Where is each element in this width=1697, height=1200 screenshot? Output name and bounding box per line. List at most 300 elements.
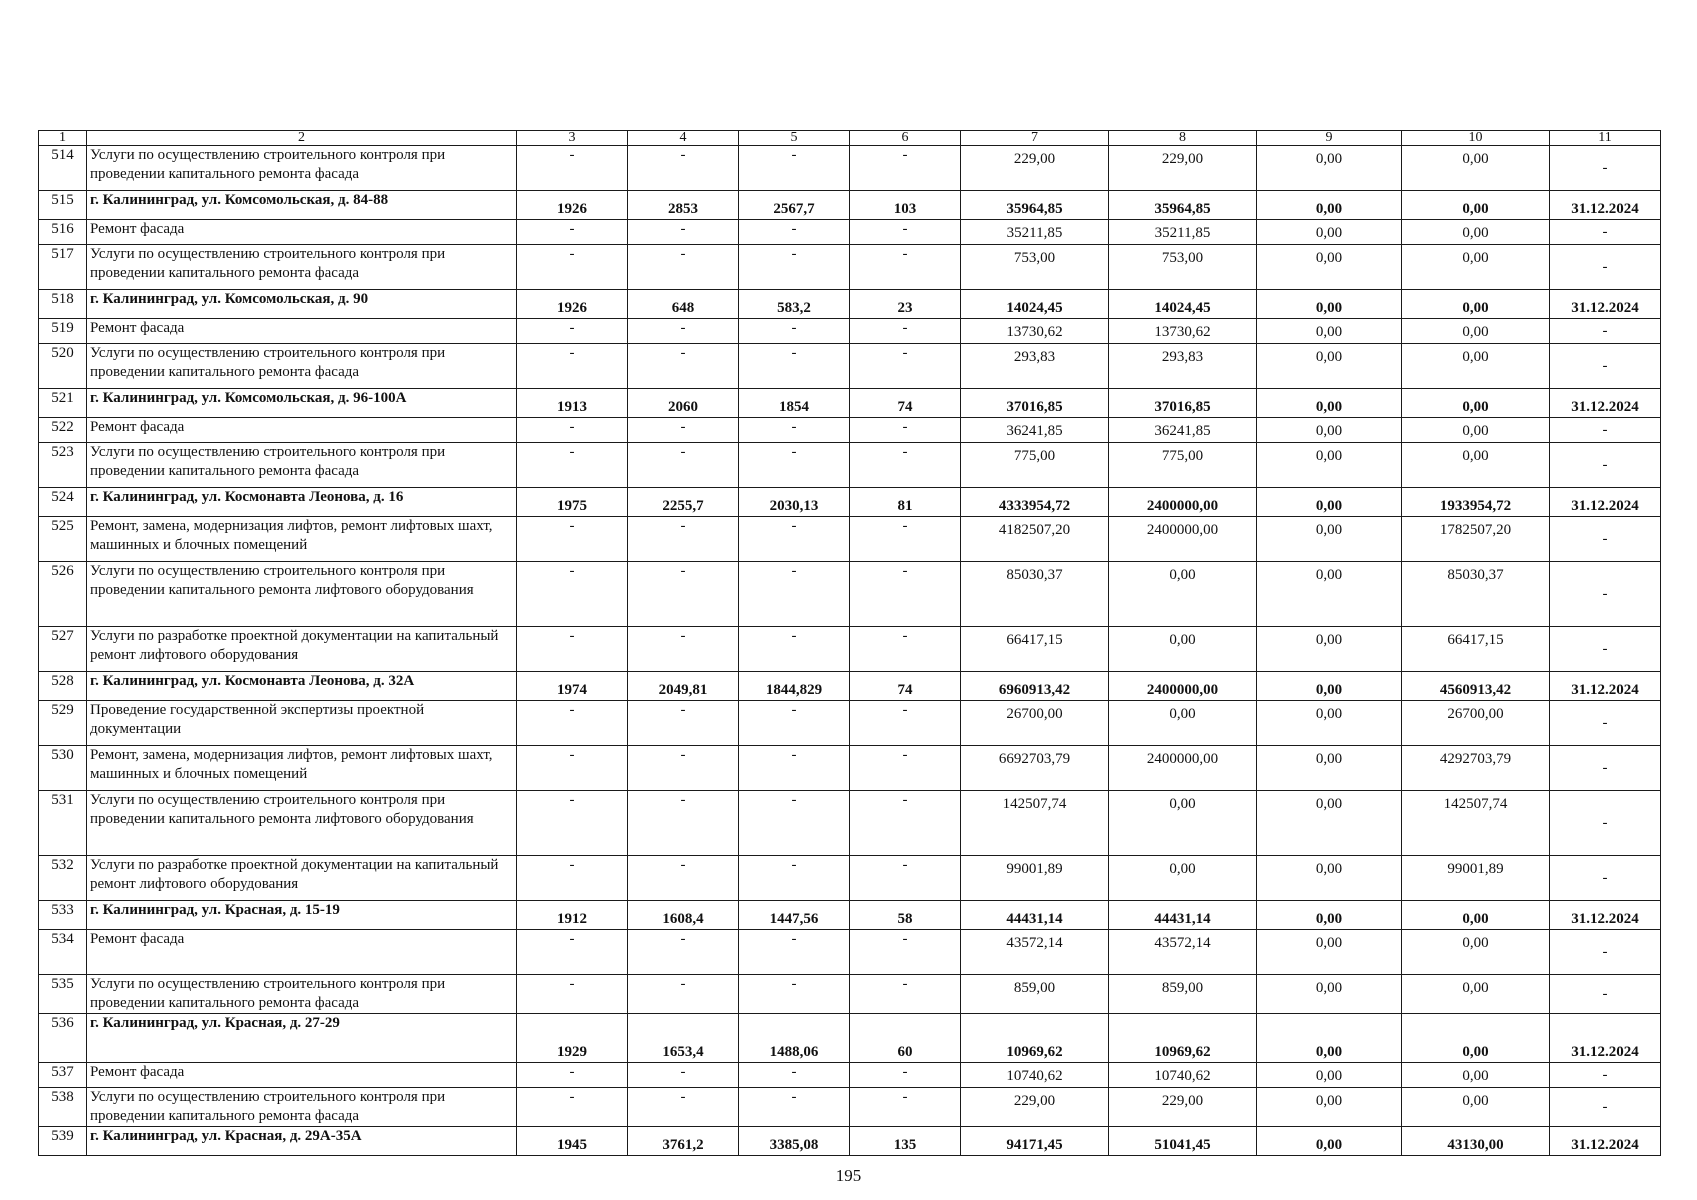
row-number-cell: 536 bbox=[39, 1014, 87, 1063]
row-number-cell: 532 bbox=[39, 856, 87, 901]
value-cell: - bbox=[850, 930, 961, 975]
value-cell: - bbox=[628, 746, 739, 791]
value-cell: 0,00 bbox=[1257, 701, 1402, 746]
value-cell: 1913 bbox=[517, 389, 628, 418]
row-number-cell: 523 bbox=[39, 443, 87, 488]
value-cell: - bbox=[517, 1063, 628, 1088]
value-cell: - bbox=[739, 746, 850, 791]
value-cell: 0,00 bbox=[1402, 344, 1550, 389]
work-item-row bbox=[39, 701, 1661, 746]
value-cell: 0,00 bbox=[1402, 443, 1550, 488]
value-cell: - bbox=[1550, 146, 1661, 191]
row-number-cell: 530 bbox=[39, 746, 87, 791]
value-cell: - bbox=[739, 220, 850, 245]
description-cell: Ремонт, замена, модернизация лифтов, ремонт лифтовых шахт, машинных и блочных помещений bbox=[87, 746, 517, 791]
value-cell: - bbox=[517, 146, 628, 191]
value-cell: 1608,4 bbox=[628, 901, 739, 930]
value-cell: - bbox=[628, 319, 739, 344]
header-cell: 11 bbox=[1550, 131, 1661, 146]
value-cell: 293,83 bbox=[961, 344, 1109, 389]
description-cell: г. Калининград, ул. Комсомольская, д. 90 bbox=[87, 290, 517, 319]
value-cell: - bbox=[517, 245, 628, 290]
value-cell: 775,00 bbox=[961, 443, 1109, 488]
value-cell: - bbox=[1550, 975, 1661, 1014]
value-cell: 0,00 bbox=[1257, 443, 1402, 488]
value-cell: 31.12.2024 bbox=[1550, 488, 1661, 517]
value-cell: 10740,62 bbox=[961, 1063, 1109, 1088]
value-cell: 0,00 bbox=[1257, 901, 1402, 930]
row-number-cell: 520 bbox=[39, 344, 87, 389]
value-cell: - bbox=[739, 443, 850, 488]
value-cell: 753,00 bbox=[961, 245, 1109, 290]
value-cell: 13730,62 bbox=[961, 319, 1109, 344]
value-cell: - bbox=[517, 627, 628, 672]
value-cell: 36241,85 bbox=[961, 418, 1109, 443]
work-item-row bbox=[39, 1063, 1661, 1088]
value-cell: 0,00 bbox=[1402, 319, 1550, 344]
value-cell: - bbox=[1550, 220, 1661, 245]
header-cell: 7 bbox=[961, 131, 1109, 146]
value-cell: - bbox=[1550, 319, 1661, 344]
value-cell: - bbox=[1550, 746, 1661, 791]
row-number-cell: 535 bbox=[39, 975, 87, 1014]
value-cell: - bbox=[1550, 627, 1661, 672]
row-number-cell: 531 bbox=[39, 791, 87, 856]
value-cell: 1844,829 bbox=[739, 672, 850, 701]
work-item-row bbox=[39, 146, 1661, 191]
header-cell: 6 bbox=[850, 131, 961, 146]
value-cell: - bbox=[628, 517, 739, 562]
value-cell: - bbox=[1550, 344, 1661, 389]
value-cell: 14024,45 bbox=[1109, 290, 1257, 319]
value-cell: - bbox=[850, 746, 961, 791]
value-cell: - bbox=[850, 701, 961, 746]
row-number-cell: 528 bbox=[39, 672, 87, 701]
row-number-cell: 527 bbox=[39, 627, 87, 672]
value-cell: 859,00 bbox=[1109, 975, 1257, 1014]
header-cell: 4 bbox=[628, 131, 739, 146]
value-cell: - bbox=[628, 791, 739, 856]
description-cell: Услуги по осуществлению строительного контроля при проведении капитального ремонта фасада bbox=[87, 344, 517, 389]
value-cell: 43130,00 bbox=[1402, 1127, 1550, 1156]
value-cell: - bbox=[850, 1063, 961, 1088]
value-cell: - bbox=[739, 344, 850, 389]
work-item-row bbox=[39, 1088, 1661, 1127]
value-cell: 81 bbox=[850, 488, 961, 517]
value-cell: 60 bbox=[850, 1014, 961, 1063]
value-cell: 103 bbox=[850, 191, 961, 220]
row-number-cell: 534 bbox=[39, 930, 87, 975]
value-cell: 31.12.2024 bbox=[1550, 1014, 1661, 1063]
value-cell: - bbox=[850, 975, 961, 1014]
value-cell: 0,00 bbox=[1257, 517, 1402, 562]
value-cell: 99001,89 bbox=[1402, 856, 1550, 901]
description-cell: Ремонт фасада bbox=[87, 220, 517, 245]
value-cell: - bbox=[739, 791, 850, 856]
value-cell: 44431,14 bbox=[961, 901, 1109, 930]
value-cell: 0,00 bbox=[1257, 220, 1402, 245]
estimates-table bbox=[38, 130, 1661, 1156]
value-cell: - bbox=[1550, 517, 1661, 562]
value-cell: - bbox=[739, 701, 850, 746]
value-cell: 6692703,79 bbox=[961, 746, 1109, 791]
row-number-cell: 514 bbox=[39, 146, 87, 191]
row-number-cell: 515 bbox=[39, 191, 87, 220]
value-cell: - bbox=[850, 517, 961, 562]
value-cell: 10740,62 bbox=[1109, 1063, 1257, 1088]
value-cell: 4333954,72 bbox=[961, 488, 1109, 517]
value-cell: 0,00 bbox=[1257, 1063, 1402, 1088]
value-cell: 229,00 bbox=[961, 1088, 1109, 1127]
value-cell: 0,00 bbox=[1402, 1088, 1550, 1127]
value-cell: - bbox=[850, 146, 961, 191]
value-cell: 43572,14 bbox=[961, 930, 1109, 975]
description-cell: г. Калининград, ул. Красная, д. 29А-35А bbox=[87, 1127, 517, 1156]
value-cell: - bbox=[850, 319, 961, 344]
description-cell: Услуги по осуществлению строительного контроля при проведении капитального ремонта фасада bbox=[87, 245, 517, 290]
description-cell: г. Калининград, ул. Космонавта Леонова, д. 32А bbox=[87, 672, 517, 701]
value-cell: 2060 bbox=[628, 389, 739, 418]
value-cell: 35964,85 bbox=[1109, 191, 1257, 220]
value-cell: - bbox=[1550, 443, 1661, 488]
value-cell: 37016,85 bbox=[1109, 389, 1257, 418]
value-cell: - bbox=[739, 319, 850, 344]
description-cell: Услуги по осуществлению строительного контроля при проведении капитального ремонта фасада bbox=[87, 146, 517, 191]
value-cell: - bbox=[517, 791, 628, 856]
value-cell: 0,00 bbox=[1257, 1088, 1402, 1127]
value-cell: - bbox=[628, 975, 739, 1014]
address-row bbox=[39, 290, 1661, 319]
value-cell: 859,00 bbox=[961, 975, 1109, 1014]
value-cell: 0,00 bbox=[1257, 146, 1402, 191]
value-cell: 31.12.2024 bbox=[1550, 1127, 1661, 1156]
value-cell: 74 bbox=[850, 389, 961, 418]
description-cell: Услуги по разработке проектной документации на капитальный ремонт лифтового оборудования bbox=[87, 856, 517, 901]
value-cell: - bbox=[628, 443, 739, 488]
value-cell: - bbox=[628, 627, 739, 672]
work-item-row bbox=[39, 856, 1661, 901]
value-cell: - bbox=[739, 856, 850, 901]
value-cell: - bbox=[850, 344, 961, 389]
work-item-row bbox=[39, 443, 1661, 488]
value-cell: 1854 bbox=[739, 389, 850, 418]
value-cell: 142507,74 bbox=[1402, 791, 1550, 856]
value-cell: - bbox=[739, 418, 850, 443]
header-cell: 10 bbox=[1402, 131, 1550, 146]
work-item-row bbox=[39, 746, 1661, 791]
value-cell: 4182507,20 bbox=[961, 517, 1109, 562]
value-cell: 0,00 bbox=[1109, 856, 1257, 901]
value-cell: 2400000,00 bbox=[1109, 517, 1257, 562]
value-cell: - bbox=[628, 701, 739, 746]
value-cell: 0,00 bbox=[1257, 930, 1402, 975]
header-cell: 8 bbox=[1109, 131, 1257, 146]
value-cell: - bbox=[850, 418, 961, 443]
address-row bbox=[39, 191, 1661, 220]
value-cell: 0,00 bbox=[1109, 562, 1257, 627]
value-cell: - bbox=[850, 791, 961, 856]
value-cell: 10969,62 bbox=[961, 1014, 1109, 1063]
value-cell: - bbox=[628, 344, 739, 389]
value-cell: 583,2 bbox=[739, 290, 850, 319]
row-number-cell: 524 bbox=[39, 488, 87, 517]
value-cell: 31.12.2024 bbox=[1550, 901, 1661, 930]
value-cell: - bbox=[628, 1088, 739, 1127]
value-cell: 31.12.2024 bbox=[1550, 672, 1661, 701]
row-number-cell: 525 bbox=[39, 517, 87, 562]
value-cell: 35964,85 bbox=[961, 191, 1109, 220]
description-cell: г. Калининград, ул. Космонавта Леонова, д. 16 bbox=[87, 488, 517, 517]
work-item-row bbox=[39, 344, 1661, 389]
value-cell: 2030,13 bbox=[739, 488, 850, 517]
value-cell: 85030,37 bbox=[961, 562, 1109, 627]
value-cell: - bbox=[517, 517, 628, 562]
value-cell: 1912 bbox=[517, 901, 628, 930]
value-cell: - bbox=[739, 930, 850, 975]
value-cell: - bbox=[517, 562, 628, 627]
value-cell: 0,00 bbox=[1257, 488, 1402, 517]
value-cell: 1929 bbox=[517, 1014, 628, 1063]
value-cell: 0,00 bbox=[1402, 220, 1550, 245]
value-cell: 0,00 bbox=[1257, 191, 1402, 220]
value-cell: 10969,62 bbox=[1109, 1014, 1257, 1063]
page-number: 195 bbox=[835, 1166, 862, 1185]
value-cell: - bbox=[628, 146, 739, 191]
value-cell: 0,00 bbox=[1257, 856, 1402, 901]
description-cell: Проведение государственной экспертизы проектной документации bbox=[87, 701, 517, 746]
description-cell: Услуги по разработке проектной документации на капитальный ремонт лифтового оборудования bbox=[87, 627, 517, 672]
value-cell: 26700,00 bbox=[1402, 701, 1550, 746]
address-row bbox=[39, 901, 1661, 930]
value-cell: 0,00 bbox=[1109, 627, 1257, 672]
value-cell: 142507,74 bbox=[961, 791, 1109, 856]
value-cell: 135 bbox=[850, 1127, 961, 1156]
column-number-header-row bbox=[39, 131, 1661, 146]
value-cell: 36241,85 bbox=[1109, 418, 1257, 443]
value-cell: 43572,14 bbox=[1109, 930, 1257, 975]
value-cell: 0,00 bbox=[1402, 901, 1550, 930]
row-number-cell: 526 bbox=[39, 562, 87, 627]
value-cell: 0,00 bbox=[1402, 975, 1550, 1014]
value-cell: 1653,4 bbox=[628, 1014, 739, 1063]
row-number-cell: 538 bbox=[39, 1088, 87, 1127]
value-cell: 44431,14 bbox=[1109, 901, 1257, 930]
value-cell: - bbox=[850, 627, 961, 672]
value-cell: - bbox=[1550, 418, 1661, 443]
row-number-cell: 517 bbox=[39, 245, 87, 290]
value-cell: 0,00 bbox=[1109, 791, 1257, 856]
value-cell: 0,00 bbox=[1402, 146, 1550, 191]
value-cell: 0,00 bbox=[1257, 1014, 1402, 1063]
row-number-cell: 539 bbox=[39, 1127, 87, 1156]
value-cell: 85030,37 bbox=[1402, 562, 1550, 627]
address-row bbox=[39, 389, 1661, 418]
value-cell: - bbox=[517, 443, 628, 488]
value-cell: 2049,81 bbox=[628, 672, 739, 701]
value-cell: 775,00 bbox=[1109, 443, 1257, 488]
value-cell: 2567,7 bbox=[739, 191, 850, 220]
work-item-row bbox=[39, 220, 1661, 245]
work-item-row bbox=[39, 245, 1661, 290]
value-cell: 1926 bbox=[517, 191, 628, 220]
value-cell: 1975 bbox=[517, 488, 628, 517]
description-cell: г. Калининград, ул. Комсомольская, д. 84-88 bbox=[87, 191, 517, 220]
value-cell: 4292703,79 bbox=[1402, 746, 1550, 791]
value-cell: - bbox=[517, 418, 628, 443]
value-cell: - bbox=[628, 930, 739, 975]
value-cell: 0,00 bbox=[1257, 418, 1402, 443]
work-item-row bbox=[39, 418, 1661, 443]
value-cell: - bbox=[1550, 562, 1661, 627]
value-cell: - bbox=[517, 746, 628, 791]
value-cell: 753,00 bbox=[1109, 245, 1257, 290]
description-cell: Ремонт фасада bbox=[87, 930, 517, 975]
value-cell: 1926 bbox=[517, 290, 628, 319]
value-cell: 31.12.2024 bbox=[1550, 290, 1661, 319]
description-cell: Услуги по осуществлению строительного контроля при проведении капитального ремонта фасада bbox=[87, 1088, 517, 1127]
value-cell: 0,00 bbox=[1257, 245, 1402, 290]
value-cell: 2400000,00 bbox=[1109, 672, 1257, 701]
value-cell: 0,00 bbox=[1257, 672, 1402, 701]
value-cell: 3761,2 bbox=[628, 1127, 739, 1156]
description-cell: Ремонт фасада bbox=[87, 1063, 517, 1088]
value-cell: - bbox=[739, 627, 850, 672]
value-cell: - bbox=[1550, 791, 1661, 856]
row-number-cell: 533 bbox=[39, 901, 87, 930]
header-cell: 3 bbox=[517, 131, 628, 146]
value-cell: 229,00 bbox=[1109, 1088, 1257, 1127]
row-number-cell: 518 bbox=[39, 290, 87, 319]
value-cell: - bbox=[1550, 856, 1661, 901]
value-cell: - bbox=[739, 146, 850, 191]
value-cell: 0,00 bbox=[1402, 191, 1550, 220]
value-cell: 31.12.2024 bbox=[1550, 191, 1661, 220]
value-cell: 51041,45 bbox=[1109, 1127, 1257, 1156]
value-cell: - bbox=[1550, 1063, 1661, 1088]
value-cell: - bbox=[628, 1063, 739, 1088]
value-cell: 58 bbox=[850, 901, 961, 930]
value-cell: - bbox=[628, 245, 739, 290]
description-cell: Ремонт, замена, модернизация лифтов, ремонт лифтовых шахт, машинных и блочных помещений bbox=[87, 517, 517, 562]
work-item-row bbox=[39, 627, 1661, 672]
value-cell: - bbox=[517, 930, 628, 975]
value-cell: 6960913,42 bbox=[961, 672, 1109, 701]
value-cell: 0,00 bbox=[1257, 975, 1402, 1014]
value-cell: - bbox=[739, 562, 850, 627]
value-cell: - bbox=[517, 319, 628, 344]
value-cell: - bbox=[850, 1088, 961, 1127]
value-cell: 23 bbox=[850, 290, 961, 319]
address-row bbox=[39, 488, 1661, 517]
value-cell: - bbox=[850, 245, 961, 290]
value-cell: - bbox=[739, 1063, 850, 1088]
description-cell: Ремонт фасада bbox=[87, 418, 517, 443]
value-cell: - bbox=[1550, 245, 1661, 290]
value-cell: 648 bbox=[628, 290, 739, 319]
value-cell: - bbox=[628, 418, 739, 443]
value-cell: - bbox=[1550, 701, 1661, 746]
value-cell: 293,83 bbox=[1109, 344, 1257, 389]
value-cell: 0,00 bbox=[1257, 1127, 1402, 1156]
value-cell: 37016,85 bbox=[961, 389, 1109, 418]
value-cell: 0,00 bbox=[1257, 562, 1402, 627]
value-cell: 229,00 bbox=[961, 146, 1109, 191]
value-cell: 0,00 bbox=[1402, 1014, 1550, 1063]
description-cell: г. Калининград, ул. Комсомольская, д. 96-100А bbox=[87, 389, 517, 418]
value-cell: 4560913,42 bbox=[1402, 672, 1550, 701]
description-cell: Услуги по осуществлению строительного контроля при проведении капитального ремонта фасада bbox=[87, 443, 517, 488]
value-cell: 0,00 bbox=[1257, 627, 1402, 672]
work-item-row bbox=[39, 517, 1661, 562]
value-cell: 99001,89 bbox=[961, 856, 1109, 901]
value-cell: 0,00 bbox=[1109, 701, 1257, 746]
value-cell: 14024,45 bbox=[961, 290, 1109, 319]
value-cell: 0,00 bbox=[1257, 389, 1402, 418]
description-cell: Услуги по осуществлению строительного контроля при проведении капитального ремонта лифтового оборудования bbox=[87, 562, 517, 627]
value-cell: 26700,00 bbox=[961, 701, 1109, 746]
value-cell: - bbox=[1550, 930, 1661, 975]
value-cell: 0,00 bbox=[1257, 319, 1402, 344]
value-cell: 1945 bbox=[517, 1127, 628, 1156]
value-cell: 94171,45 bbox=[961, 1127, 1109, 1156]
work-item-row bbox=[39, 319, 1661, 344]
value-cell: 1974 bbox=[517, 672, 628, 701]
value-cell: 0,00 bbox=[1402, 389, 1550, 418]
row-number-cell: 516 bbox=[39, 220, 87, 245]
header-cell: 9 bbox=[1257, 131, 1402, 146]
address-row bbox=[39, 1014, 1661, 1063]
work-item-row bbox=[39, 930, 1661, 975]
address-row bbox=[39, 1127, 1661, 1156]
description-cell: Услуги по осуществлению строительного контроля при проведении капитального ремонта фасада bbox=[87, 975, 517, 1014]
value-cell: - bbox=[628, 562, 739, 627]
value-cell: 0,00 bbox=[1257, 344, 1402, 389]
header-cell: 1 bbox=[39, 131, 87, 146]
header-cell: 2 bbox=[87, 131, 517, 146]
work-item-row bbox=[39, 975, 1661, 1014]
row-number-cell: 537 bbox=[39, 1063, 87, 1088]
description-cell: Услуги по осуществлению строительного контроля при проведении капитального ремонта лифтового оборудования bbox=[87, 791, 517, 856]
value-cell: 0,00 bbox=[1402, 930, 1550, 975]
value-cell: - bbox=[517, 220, 628, 245]
value-cell: 2400000,00 bbox=[1109, 488, 1257, 517]
row-number-cell: 521 bbox=[39, 389, 87, 418]
description-cell: г. Калининград, ул. Красная, д. 27-29 bbox=[87, 1014, 517, 1063]
description-cell: г. Калининград, ул. Красная, д. 15-19 bbox=[87, 901, 517, 930]
value-cell: 35211,85 bbox=[961, 220, 1109, 245]
value-cell: 2853 bbox=[628, 191, 739, 220]
value-cell: 0,00 bbox=[1257, 746, 1402, 791]
value-cell: - bbox=[517, 975, 628, 1014]
value-cell: 13730,62 bbox=[1109, 319, 1257, 344]
row-number-cell: 522 bbox=[39, 418, 87, 443]
value-cell: - bbox=[1550, 1088, 1661, 1127]
description-cell: Ремонт фасада bbox=[87, 319, 517, 344]
value-cell: 0,00 bbox=[1402, 290, 1550, 319]
value-cell: - bbox=[628, 220, 739, 245]
value-cell: - bbox=[739, 517, 850, 562]
value-cell: 0,00 bbox=[1257, 290, 1402, 319]
value-cell: 0,00 bbox=[1402, 418, 1550, 443]
value-cell: - bbox=[739, 1088, 850, 1127]
work-item-row bbox=[39, 791, 1661, 856]
value-cell: 0,00 bbox=[1402, 1063, 1550, 1088]
value-cell: 66417,15 bbox=[961, 627, 1109, 672]
value-cell: - bbox=[850, 856, 961, 901]
value-cell: 31.12.2024 bbox=[1550, 389, 1661, 418]
value-cell: 1782507,20 bbox=[1402, 517, 1550, 562]
value-cell: 2400000,00 bbox=[1109, 746, 1257, 791]
